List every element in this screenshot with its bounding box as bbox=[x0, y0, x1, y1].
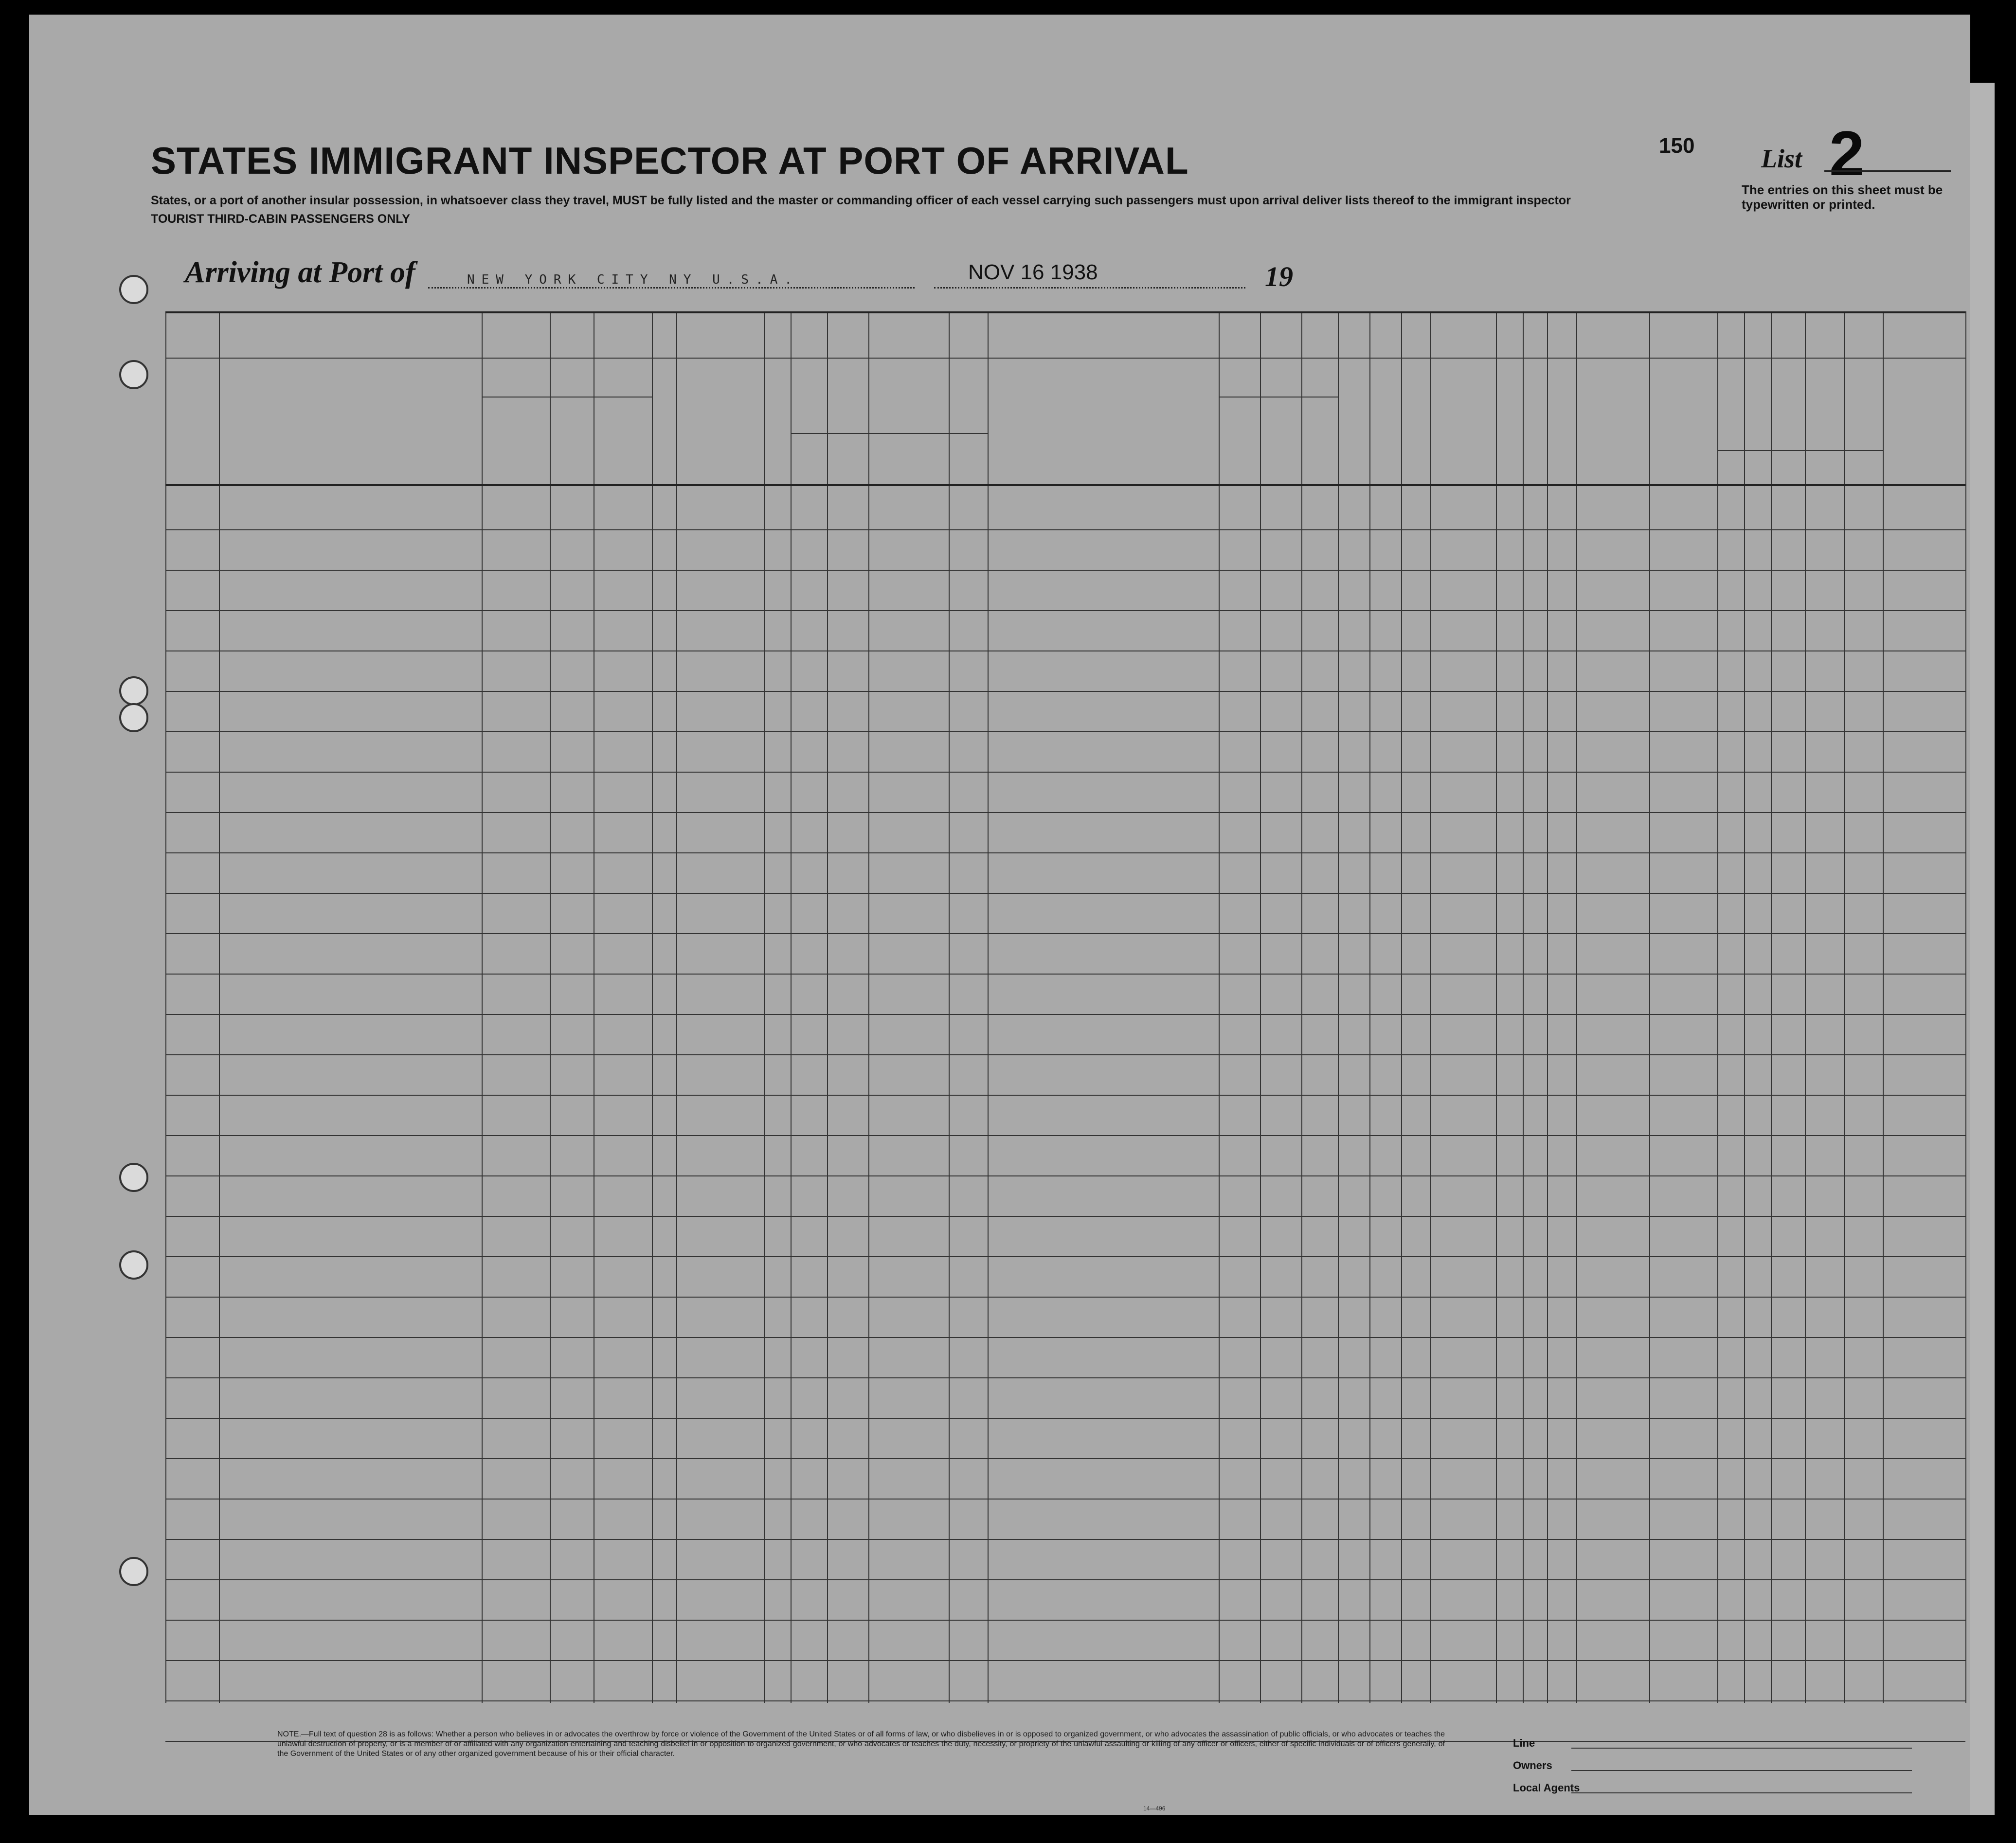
cell-dest bbox=[485, 1098, 550, 1136]
cell-date bbox=[952, 573, 990, 611]
overthrow-header bbox=[1435, 365, 1458, 482]
cell-join bbox=[991, 573, 1220, 611]
cell-dest bbox=[485, 1461, 550, 1499]
cell-paid bbox=[679, 815, 764, 853]
cell-eyes bbox=[1847, 1623, 1885, 1661]
cell-eyes bbox=[1847, 1582, 1885, 1620]
polygamist-header bbox=[1372, 365, 1394, 482]
cell-join bbox=[991, 1663, 1220, 1701]
cell-paid bbox=[679, 855, 764, 893]
final-destination-note bbox=[486, 379, 647, 392]
cell-rel bbox=[223, 1501, 483, 1539]
punch-hole bbox=[119, 275, 148, 304]
cell-yrs bbox=[831, 1057, 871, 1095]
cell-join bbox=[991, 613, 1220, 651]
in-usa-header bbox=[550, 399, 652, 428]
cell-paid bbox=[679, 1057, 764, 1095]
feet-header bbox=[1717, 452, 1744, 467]
header-bottom-rule bbox=[165, 484, 1965, 486]
cell-dest bbox=[485, 855, 550, 893]
header-subrule bbox=[791, 433, 988, 434]
cell-dest bbox=[485, 1219, 550, 1257]
cell-join bbox=[991, 936, 1220, 974]
cell-rel bbox=[223, 1219, 483, 1257]
punch-hole bbox=[119, 1557, 148, 1586]
column-rule bbox=[1547, 311, 1548, 1703]
arrival-date: NOV 16 1938 bbox=[968, 260, 1098, 284]
cell-join bbox=[991, 1623, 1220, 1661]
cell-paid bbox=[679, 1421, 764, 1459]
cell-dest bbox=[485, 1582, 550, 1620]
cell-dest bbox=[485, 1501, 550, 1539]
cell-paid bbox=[679, 653, 764, 691]
cell-dest bbox=[485, 1380, 550, 1418]
cell-join bbox=[991, 1098, 1220, 1136]
port-of-arrival: NEW YORK CITY NY U.S.A. bbox=[467, 272, 799, 287]
cell-rel bbox=[223, 1421, 483, 1459]
cell-dest bbox=[485, 1017, 550, 1055]
cell-date bbox=[952, 1582, 990, 1620]
cell-paid bbox=[679, 492, 764, 530]
cell-join bbox=[991, 815, 1220, 853]
cell-rel bbox=[223, 1663, 483, 1701]
cell-rel bbox=[223, 492, 483, 530]
column-rule bbox=[1338, 311, 1339, 1703]
cell-eyes bbox=[1847, 1138, 1885, 1176]
excluded-header bbox=[1525, 365, 1548, 482]
cell-dest bbox=[485, 1178, 550, 1216]
line-label: Line bbox=[1513, 1737, 1535, 1749]
anarchist-header bbox=[1404, 365, 1426, 482]
cell-join bbox=[991, 1542, 1220, 1580]
foreign-country-header bbox=[484, 399, 547, 467]
state-header bbox=[550, 452, 594, 467]
list-label: List bbox=[1761, 144, 1802, 173]
column-rule bbox=[676, 311, 677, 1703]
column-rule bbox=[1301, 311, 1302, 1703]
cell-yrs bbox=[831, 855, 871, 893]
cell-yrs bbox=[831, 936, 871, 974]
cell-paid bbox=[679, 976, 764, 1014]
list-number: 2 bbox=[1829, 118, 1865, 189]
port-line bbox=[428, 287, 915, 289]
health-header bbox=[1579, 384, 1647, 448]
cell-yrs bbox=[831, 815, 871, 853]
cell-eyes bbox=[1847, 1057, 1885, 1095]
cell-date bbox=[952, 1178, 990, 1216]
cell-yrs bbox=[831, 1098, 871, 1136]
cell-eyes bbox=[1847, 775, 1885, 813]
column-rule bbox=[652, 311, 653, 1703]
cell-join bbox=[991, 1259, 1220, 1297]
list-underline bbox=[1824, 170, 1951, 172]
marks-header bbox=[1885, 409, 1965, 438]
cell-eyes bbox=[1847, 1219, 1885, 1257]
cell-paid bbox=[679, 613, 764, 651]
cash-header bbox=[766, 365, 789, 482]
cell-paid bbox=[679, 1542, 764, 1580]
manifest-table bbox=[165, 311, 1965, 1703]
cell-dest bbox=[485, 1421, 550, 1459]
cell-dest bbox=[485, 1663, 550, 1701]
cell-dest bbox=[485, 694, 550, 732]
cell-paid bbox=[679, 1259, 764, 1297]
cell-eyes bbox=[1847, 613, 1885, 651]
cell-dest bbox=[485, 653, 550, 691]
cell-rel bbox=[223, 1057, 483, 1095]
cell-yrs bbox=[831, 1582, 871, 1620]
punch-hole bbox=[119, 676, 148, 705]
cell-rel bbox=[223, 1461, 483, 1499]
cell-eyes bbox=[1847, 815, 1885, 853]
cell-paid bbox=[679, 1219, 764, 1257]
cell-date bbox=[952, 1098, 990, 1136]
cell-eyes bbox=[1847, 896, 1885, 934]
column-rule bbox=[219, 311, 220, 1703]
cell-yrs bbox=[831, 1017, 871, 1055]
cell-date bbox=[952, 1340, 990, 1378]
page-title: STATES IMMIGRANT INSPECTOR AT PORT OF ARRIVAL bbox=[151, 139, 1189, 182]
cell-rel bbox=[223, 1017, 483, 1055]
cell-rel bbox=[223, 1582, 483, 1620]
punch-hole bbox=[119, 1250, 148, 1280]
return-intent-header bbox=[1221, 401, 1243, 518]
cell-eyes bbox=[1847, 1542, 1885, 1580]
cell-eyes bbox=[1847, 1501, 1885, 1539]
cell-date bbox=[952, 775, 990, 813]
cell-join bbox=[991, 1219, 1220, 1257]
cell-dest bbox=[485, 1300, 550, 1337]
cell-date bbox=[952, 1623, 990, 1661]
sheet-number: 150 bbox=[1659, 134, 1695, 158]
cell-dest bbox=[485, 1057, 550, 1095]
cell-rel bbox=[223, 1178, 483, 1216]
inches-header bbox=[1744, 452, 1771, 467]
cell-join bbox=[991, 1461, 1220, 1499]
cell-paid bbox=[679, 1380, 764, 1418]
last-residence-note bbox=[793, 401, 988, 414]
cell-yrs bbox=[831, 613, 871, 651]
cell-rel bbox=[223, 896, 483, 934]
cell-rel bbox=[223, 573, 483, 611]
cell-join bbox=[991, 775, 1220, 813]
cell-yrs bbox=[831, 1219, 871, 1257]
cell-rel bbox=[223, 734, 483, 772]
form-number: 14—496 bbox=[1143, 1805, 1166, 1812]
hair-header bbox=[1805, 452, 1844, 467]
date-line bbox=[934, 287, 1245, 289]
cell-dest bbox=[485, 492, 550, 530]
cell-paid bbox=[679, 1623, 764, 1661]
cell-dest bbox=[485, 573, 550, 611]
column-rule bbox=[1523, 311, 1524, 1703]
cell-date bbox=[952, 1017, 990, 1055]
relative-address-header bbox=[229, 370, 472, 438]
cell-paid bbox=[679, 936, 764, 974]
cell-join bbox=[991, 896, 1220, 934]
cell-rel bbox=[223, 1138, 483, 1176]
header-subtitle: States, or a port of another insular possession, in whatsoever class they travel, MUST be fully listed and the master or commanding officer of each vessel carrying such passengers must upon arrival deliver lists thereof to the immigrant inspector bbox=[151, 194, 1571, 207]
cell-dest bbox=[485, 734, 550, 772]
cell-join bbox=[991, 734, 1220, 772]
cell-eyes bbox=[1847, 1259, 1885, 1297]
cell-join bbox=[991, 1421, 1220, 1459]
cell-rel bbox=[223, 653, 483, 691]
cell-dest bbox=[485, 1138, 550, 1176]
cell-eyes bbox=[1847, 694, 1885, 732]
cell-rel bbox=[223, 1098, 483, 1136]
cell-rel bbox=[223, 936, 483, 974]
cell-join bbox=[991, 1501, 1220, 1539]
cell-paid bbox=[679, 1017, 764, 1055]
manifest-sheet bbox=[29, 15, 1970, 1815]
cell-join bbox=[991, 1138, 1220, 1176]
cell-rel bbox=[223, 613, 483, 651]
header-subrule bbox=[482, 397, 652, 398]
cell-dest bbox=[485, 815, 550, 853]
passage-note bbox=[679, 409, 761, 482]
date-departure-header bbox=[949, 435, 988, 479]
column-rule bbox=[827, 311, 828, 1703]
cell-dest bbox=[485, 613, 550, 651]
cell-rel bbox=[223, 1380, 483, 1418]
column-rule bbox=[791, 311, 792, 1703]
cell-eyes bbox=[1847, 1178, 1885, 1216]
cell-yrs bbox=[831, 1178, 871, 1216]
line-field bbox=[1571, 1748, 1912, 1749]
cell-dest bbox=[485, 1340, 550, 1378]
cell-yrs bbox=[831, 573, 871, 611]
cell-yrs bbox=[831, 775, 871, 813]
cell-paid bbox=[679, 1300, 764, 1337]
cell-paid bbox=[679, 1138, 764, 1176]
height-header bbox=[1717, 384, 1771, 399]
join-relative-header bbox=[992, 392, 1214, 465]
cell-date bbox=[952, 855, 990, 893]
column-rule bbox=[1649, 311, 1650, 1703]
cell-date bbox=[952, 1542, 990, 1580]
color-of-header bbox=[1805, 384, 1883, 399]
cell-join bbox=[991, 1178, 1220, 1216]
purpose-header bbox=[1221, 362, 1335, 392]
cell-yrs bbox=[831, 1542, 871, 1580]
complexion-header bbox=[1771, 406, 1805, 445]
cell-paid bbox=[679, 1663, 764, 1701]
cell-rel bbox=[223, 1542, 483, 1580]
cell-date bbox=[952, 1461, 990, 1499]
cell-eyes bbox=[1847, 976, 1885, 1014]
cell-join bbox=[991, 653, 1220, 691]
column-rule bbox=[165, 311, 166, 1703]
cell-yrs bbox=[831, 1623, 871, 1661]
cell-date bbox=[952, 1219, 990, 1257]
ever-in-us-header bbox=[793, 362, 988, 401]
cell-eyes bbox=[1847, 653, 1885, 691]
cell-eyes bbox=[1847, 1663, 1885, 1701]
cell-rel bbox=[223, 976, 483, 1014]
column-rule bbox=[1496, 311, 1497, 1703]
header-subrule bbox=[1717, 450, 1883, 451]
cell-eyes bbox=[1847, 1300, 1885, 1337]
ticket-header bbox=[654, 365, 677, 482]
cell-dest bbox=[485, 1259, 550, 1297]
passenger-class: TOURIST THIRD-CABIN PASSENGERS ONLY bbox=[151, 212, 410, 226]
city-header bbox=[594, 452, 652, 467]
cell-rel bbox=[223, 1259, 483, 1297]
cell-join bbox=[991, 1582, 1220, 1620]
cell-rel bbox=[223, 815, 483, 853]
cell-paid bbox=[679, 775, 764, 813]
cell-paid bbox=[679, 896, 764, 934]
cell-join bbox=[991, 855, 1220, 893]
column-rule bbox=[1260, 311, 1261, 1703]
column-rule bbox=[1576, 311, 1577, 1703]
agents-field bbox=[1571, 1792, 1912, 1793]
cell-yrs bbox=[831, 653, 871, 691]
cell-date bbox=[952, 815, 990, 853]
cell-yrs bbox=[831, 1340, 871, 1378]
cell-paid bbox=[679, 1501, 764, 1539]
footnote: NOTE.—Full text of question 28 is as follows: Whether a person who believes in or advocates the overthrow by force or violence of the Government of the United States or of all forms of law, or who disbelieves in or is opposed to organized government, or who advocates the assassination of public officials, or who advocates or teaches the unlawful destruction of property, or is a member of or affiliated with any organization entertaining and teaching disbelief in or opposition to organized government, or who advocates or teaches the duty, necessity, or propriety of the unlawful assaulting or killing of any officer or officers, either of specific individuals or of officers generally, of the Government of the United States or of any other organized government because of his or their official character. bbox=[277, 1730, 1445, 1758]
passage-paid-header bbox=[679, 367, 761, 397]
owners-field bbox=[1571, 1770, 1912, 1771]
eyes-header bbox=[1844, 452, 1883, 467]
column-rule bbox=[1744, 311, 1745, 1703]
cell-dest bbox=[485, 1623, 550, 1661]
cell-eyes bbox=[1847, 936, 1885, 974]
cell-eyes bbox=[1847, 1703, 1885, 1741]
deformed-header bbox=[1652, 384, 1715, 467]
cell-rel bbox=[223, 1623, 483, 1661]
yes-no-header bbox=[791, 435, 827, 465]
agents-label: Local Agents bbox=[1513, 1782, 1580, 1794]
cell-eyes bbox=[1847, 1017, 1885, 1055]
column-rule bbox=[1965, 311, 1966, 1703]
cell-join bbox=[991, 532, 1220, 570]
cell-paid bbox=[679, 1461, 764, 1499]
cell-paid bbox=[679, 532, 764, 570]
citizen-intent-header bbox=[1304, 401, 1326, 518]
cell-eyes bbox=[1847, 734, 1885, 772]
cell-paid bbox=[679, 734, 764, 772]
column-rule bbox=[1430, 311, 1431, 1703]
length-stay-header bbox=[1262, 401, 1285, 518]
cell-date bbox=[952, 613, 990, 651]
cell-rel bbox=[223, 775, 483, 813]
owners-label: Owners bbox=[1513, 1759, 1552, 1771]
cell-eyes bbox=[1847, 855, 1885, 893]
cell-rel bbox=[223, 855, 483, 893]
header-subrule bbox=[1219, 397, 1338, 398]
cell-eyes bbox=[1847, 1461, 1885, 1499]
cell-rel bbox=[223, 1340, 483, 1378]
list-note: The entries on this sheet must be typewritten or printed. bbox=[1742, 182, 1943, 212]
cell-join bbox=[991, 1300, 1220, 1337]
cell-paid bbox=[679, 1098, 764, 1136]
column-rule bbox=[1844, 311, 1845, 1703]
punch-hole bbox=[119, 1163, 148, 1192]
if-yes-header bbox=[827, 416, 988, 428]
cell-paid bbox=[679, 573, 764, 611]
cell-dest bbox=[485, 976, 550, 1014]
cell-eyes bbox=[1847, 1098, 1885, 1136]
cell-eyes bbox=[1847, 1380, 1885, 1418]
year-period-header bbox=[827, 435, 868, 479]
cell-paid bbox=[679, 1340, 764, 1378]
cell-eyes bbox=[1847, 532, 1885, 570]
cell-date bbox=[952, 936, 990, 974]
column-rule bbox=[1401, 311, 1402, 1703]
prison-header bbox=[1340, 365, 1363, 482]
where-header bbox=[868, 443, 949, 457]
cell-paid bbox=[679, 1582, 764, 1620]
cell-yrs bbox=[831, 1461, 871, 1499]
year-label: 19 bbox=[1265, 261, 1293, 292]
cell-paid bbox=[679, 1178, 764, 1216]
cell-join bbox=[991, 1017, 1220, 1055]
cell-rel bbox=[223, 532, 483, 570]
cell-dest bbox=[485, 1542, 550, 1580]
cell-date bbox=[952, 1057, 990, 1095]
punch-hole bbox=[119, 703, 148, 732]
cell-eyes bbox=[1847, 1340, 1885, 1378]
cell-dest bbox=[485, 936, 550, 974]
cell-join bbox=[991, 1057, 1220, 1095]
cell-dest bbox=[485, 775, 550, 813]
final-destination-header bbox=[486, 362, 647, 377]
column-rule bbox=[1771, 311, 1772, 1703]
arrested-header bbox=[1549, 365, 1572, 482]
cell-rel bbox=[223, 1300, 483, 1337]
arriving-label: Arriving at Port of bbox=[185, 256, 415, 289]
cell-join bbox=[991, 1380, 1220, 1418]
labor-offer-header bbox=[1498, 365, 1521, 482]
column-rule bbox=[1717, 311, 1718, 1703]
cell-join bbox=[991, 694, 1220, 732]
cell-eyes bbox=[1847, 1421, 1885, 1459]
cell-paid bbox=[679, 694, 764, 732]
column-rule bbox=[1369, 311, 1370, 1703]
column-rule bbox=[949, 311, 950, 1703]
table-top-rule bbox=[165, 311, 1965, 313]
cell-rel bbox=[223, 694, 483, 732]
cell-join bbox=[991, 1340, 1220, 1378]
cell-date bbox=[952, 653, 990, 691]
cell-eyes bbox=[1847, 573, 1885, 611]
cell-dest bbox=[485, 896, 550, 934]
column-rule bbox=[1805, 311, 1806, 1703]
column-number-rule bbox=[165, 358, 1965, 359]
punch-hole bbox=[119, 360, 148, 389]
